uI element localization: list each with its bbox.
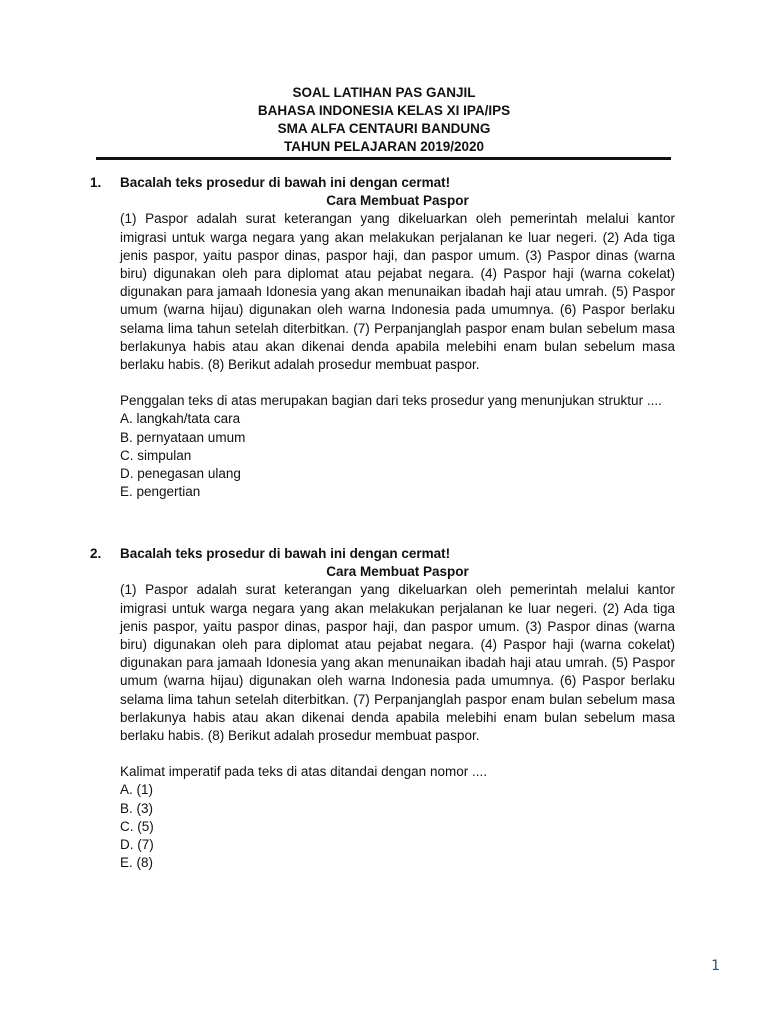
question-instruction-row <box>90 174 675 192</box>
header-year: TAHUN PELAJARAN 2019/2020 <box>283 139 485 154</box>
option-e: E. (8) <box>120 855 154 871</box>
question-2 <box>90 545 675 872</box>
option-c: C. (5) <box>120 818 154 834</box>
question-number: 1. <box>90 175 102 190</box>
header-subject: BAHASA INDONESIA KELAS XI IPA/IPS <box>257 103 511 118</box>
passage-text: (1) Paspor adalah surat keterangan yang dikeluarkan oleh pemerintah melalui kantor imigrasi untuk warga negara yang akan melakukan perjalanan ke luar negeri. (2) Ada tiga jenis paspor, yaitu paspor dinas, paspor haji, dan paspor umum. (3) Paspor dinas (warna biru) digunakan oleh para diplomat atau pejabat negara. (4) Paspor haji (warna cokelat) digunakan para jamaah Idonesia yang akan menunaikan ibadah haji atau umrah. (5) Paspor umum (warna hijau) digunakan oleh warna Indonesia pada umumnya. (6) Paspor berlaku selama lima tahun setelah diterbitkan. (7) Perpanjanglah paspor enam bulan sebelum masa berlakunya habis atau akan dikenai denda apabila melebihi enam bulan sebelum masa berlaku habis. (8) Berikut adalah prosedur membuat paspor. <box>120 211 675 373</box>
question-stem: Kalimat imperatif pada teks di atas ditandai dengan nomor .... <box>120 764 487 780</box>
page-number: 1 <box>711 958 720 974</box>
question-1 <box>90 174 675 501</box>
answer-options <box>120 410 675 501</box>
header-school: SMA ALFA CENTAURI BANDUNG <box>277 121 491 136</box>
option-a: A. langkah/tata cara <box>120 411 241 427</box>
answer-options <box>120 781 675 872</box>
document-header <box>0 84 768 156</box>
passage-text: (1) Paspor adalah surat keterangan yang dikeluarkan oleh pemerintah melalui kantor imigrasi untuk warga negara yang akan melakukan perjalanan ke luar negeri. (2) Ada tiga jenis paspor, yaitu paspor dinas, paspor haji, dan paspor umum. (3) Paspor dinas (warna biru) digunakan oleh para diplomat atau pejabat negara. (4) Paspor haji (warna cokelat) digunakan para jamaah Idonesia yang akan menunaikan ibadah haji atau umrah. (5) Paspor umum (warna hijau) digunakan oleh warna Indonesia pada umumnya. (6) Paspor berlaku selama lima tahun setelah diterbitkan. (7) Perpanjanglah paspor enam bulan sebelum masa berlakunya habis atau akan dikenai denda apabila melebihi enam bulan sebelum masa berlaku habis. (8) Berikut adalah prosedur membuat paspor. <box>120 582 675 744</box>
header-divider <box>96 157 671 160</box>
option-d: D. (7) <box>120 837 154 853</box>
question-number: 2. <box>90 546 102 561</box>
passage-title: Cara Membuat Paspor <box>326 564 469 580</box>
question-stem: Penggalan teks di atas merupakan bagian dari teks prosedur yang menunjukan struktur .... <box>120 393 662 409</box>
option-c: C. simpulan <box>120 447 192 463</box>
question-instruction: Bacalah teks prosedur di bawah ini dengan cermat! <box>120 546 451 561</box>
question-instruction: Bacalah teks prosedur di bawah ini dengan cermat! <box>120 175 451 190</box>
option-e: E. pengertian <box>120 484 201 500</box>
option-b: B. pernyataan umum <box>120 429 246 445</box>
question-body <box>120 192 675 501</box>
passage-title: Cara Membuat Paspor <box>326 193 469 209</box>
option-b: B. (3) <box>120 800 154 816</box>
option-d: D. penegasan ulang <box>120 466 241 482</box>
header-title: SOAL LATIHAN PAS GANJIL <box>292 85 476 100</box>
question-body <box>120 563 675 872</box>
option-a: A. (1) <box>120 782 154 798</box>
question-instruction-row <box>90 545 675 563</box>
